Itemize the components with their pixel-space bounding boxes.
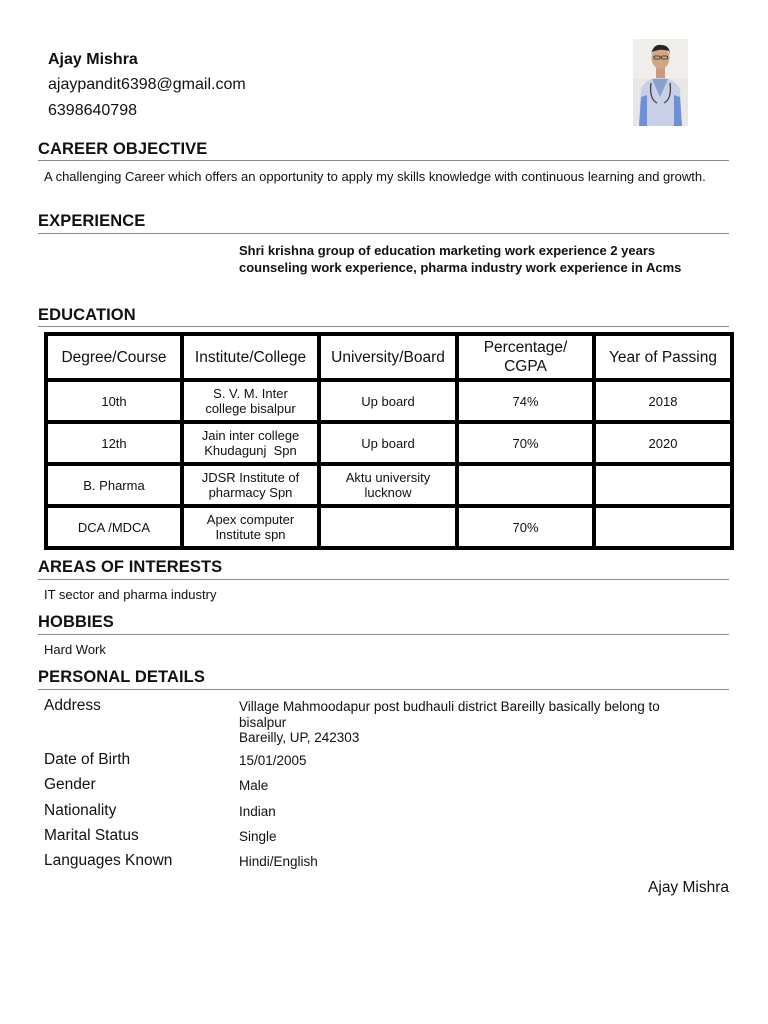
education-table — [44, 332, 734, 550]
table-cell: 2020 — [594, 422, 732, 464]
languages-label: Languages Known — [44, 852, 173, 869]
table-row — [46, 380, 732, 422]
areas-of-interests-heading: AREAS OF INTERESTS — [38, 558, 223, 576]
nationality-label: Nationality — [44, 802, 117, 819]
section-divider — [38, 689, 729, 690]
candidate-name: Ajay Mishra — [48, 51, 138, 68]
nationality-value: Indian — [239, 804, 276, 819]
table-cell: Up board — [319, 422, 457, 464]
column-header: Degree/Course — [46, 334, 182, 380]
table-cell — [594, 506, 732, 548]
personal-details-heading: PERSONAL DETAILS — [38, 668, 205, 686]
dob-value: 15/01/2005 — [239, 753, 307, 768]
table-row — [46, 464, 732, 506]
career-objective-text: A challenging Career which offers an opportunity to apply my skills knowledge with continuous learning and growth. — [44, 169, 706, 184]
profile-photo — [633, 39, 688, 126]
hobbies-heading: HOBBIES — [38, 613, 114, 631]
marital-status-value: Single — [239, 829, 277, 844]
section-divider — [38, 160, 729, 161]
candidate-email: ajaypandit6398@gmail.com — [48, 76, 246, 93]
address-line-2: Bareilly, UP, 242303 — [239, 730, 360, 745]
table-cell: 2018 — [594, 380, 732, 422]
table-cell: S. V. M. Inter college bisalpur — [182, 380, 319, 422]
table-row — [46, 506, 732, 548]
table-row — [46, 422, 732, 464]
education-heading: EDUCATION — [38, 306, 136, 324]
column-header: Year of Passing — [594, 334, 732, 380]
table-cell — [594, 464, 732, 506]
table-cell: 12th — [46, 422, 182, 464]
table-cell: DCA /MDCA — [46, 506, 182, 548]
career-objective-heading: CAREER OBJECTIVE — [38, 140, 208, 158]
section-divider — [38, 579, 729, 580]
column-header: Institute/College — [182, 334, 319, 380]
table-cell — [319, 506, 457, 548]
gender-value: Male — [239, 778, 269, 793]
gender-label: Gender — [44, 776, 96, 793]
table-cell: B. Pharma — [46, 464, 182, 506]
column-header: University/Board — [319, 334, 457, 380]
address-label: Address — [44, 697, 101, 714]
column-header: Percentage/ CGPA — [457, 334, 594, 380]
candidate-phone: 6398640798 — [48, 102, 137, 119]
table-cell: Up board — [319, 380, 457, 422]
section-divider — [38, 233, 729, 234]
experience-text: Shri krishna group of education marketing work experience 2 years counseling work experience, pharma industry work experience in Acms — [239, 243, 682, 275]
table-cell: 70% — [457, 506, 594, 548]
table-cell: JDSR Institute of pharmacy Spn — [182, 464, 319, 506]
table-cell: 70% — [457, 422, 594, 464]
address-line-1: Village Mahmoodapur post budhauli district Bareilly basically belong to bisalpur — [239, 699, 660, 730]
table-cell: Jain inter college Khudagunj Spn — [182, 422, 319, 464]
marital-status-label: Marital Status — [44, 827, 139, 844]
table-cell: Aktu university lucknow — [319, 464, 457, 506]
dob-label: Date of Birth — [44, 751, 131, 768]
table-cell: 74% — [457, 380, 594, 422]
table-header-row — [46, 334, 732, 380]
signature-name: Ajay Mishra — [648, 879, 729, 896]
table-cell: 10th — [46, 380, 182, 422]
section-divider — [38, 634, 729, 635]
areas-of-interests-text: IT sector and pharma industry — [44, 587, 217, 602]
table-cell — [457, 464, 594, 506]
languages-value: Hindi/English — [239, 854, 318, 869]
table-cell: Apex computer Institute spn — [182, 506, 319, 548]
experience-heading: EXPERIENCE — [38, 212, 146, 230]
hobbies-text: Hard Work — [44, 642, 106, 657]
section-divider — [38, 326, 729, 327]
